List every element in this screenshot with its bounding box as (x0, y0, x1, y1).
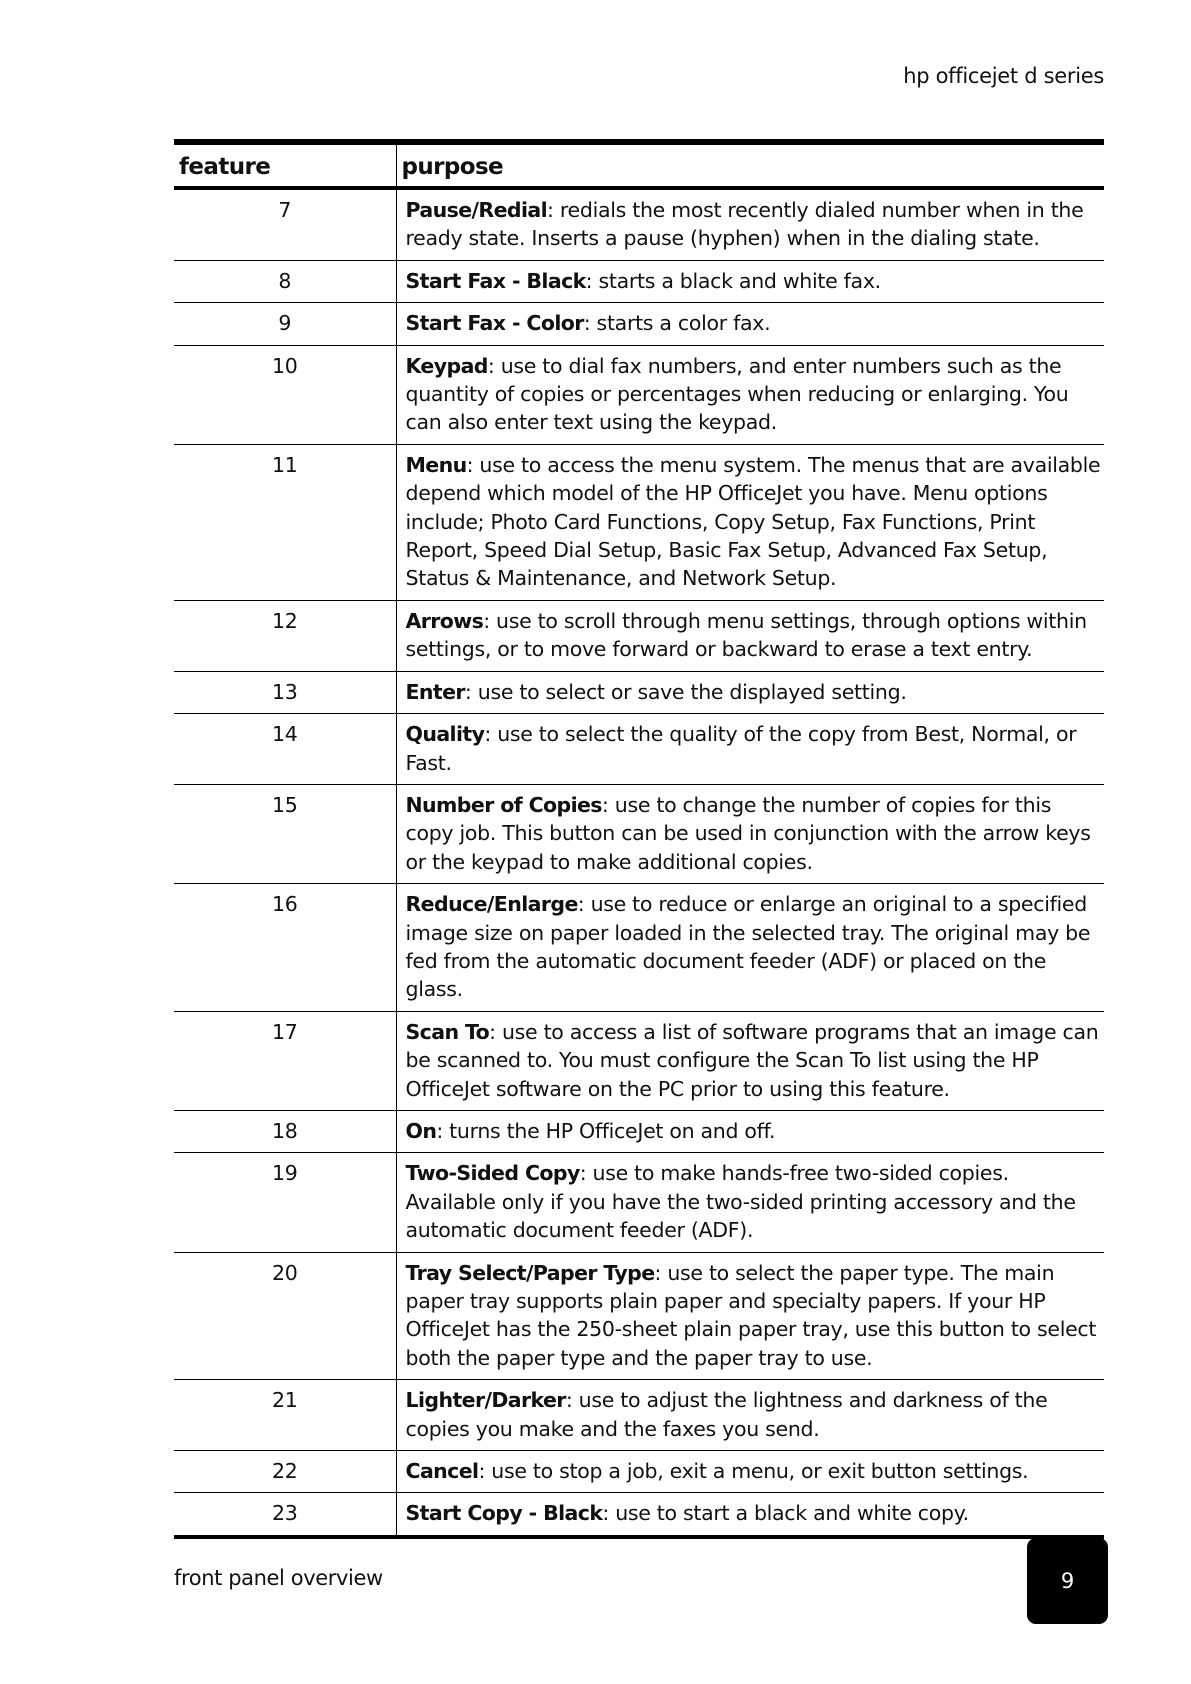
feature-term: Tray Select/Paper Type (405, 1260, 655, 1285)
purpose-cell (396, 600, 1104, 671)
table-row (174, 784, 1104, 883)
feature-term: On (405, 1118, 437, 1143)
table-row (174, 188, 1104, 260)
feature-description: : use to start a black and white copy. (602, 1501, 969, 1526)
purpose-cell (396, 188, 1104, 260)
feature-term: Start Copy - Black (405, 1501, 603, 1526)
feature-term: Cancel (405, 1459, 479, 1484)
table-row (174, 345, 1104, 444)
feature-term: Arrows (405, 608, 484, 633)
table-row (174, 714, 1104, 785)
feature-term: Scan To (405, 1019, 490, 1044)
table-row (174, 1110, 1104, 1152)
table-row (174, 1153, 1104, 1252)
footer-section-title: front panel overview (174, 1566, 383, 1590)
feature-term: Menu (405, 452, 467, 477)
feature-number: 11 (174, 444, 396, 600)
feature-number: 18 (174, 1110, 396, 1152)
purpose-cell (396, 1110, 1104, 1152)
feature-number: 21 (174, 1380, 396, 1451)
feature-number: 22 (174, 1451, 396, 1493)
purpose-cell (396, 444, 1104, 600)
feature-term: Pause/Redial (405, 198, 548, 222)
table-row (174, 1451, 1104, 1493)
table-row (174, 1252, 1104, 1380)
feature-description: : use to select the paper type. The main paper tray supports plain paper and specialty papers. If your HP OfficeJet has the 250-sheet plain paper tray, use this button to select both the paper type and the paper tray to use. (405, 1260, 1097, 1370)
table-row (174, 1380, 1104, 1451)
feature-number: 15 (174, 784, 396, 883)
table-row (174, 884, 1104, 1012)
feature-description: : use to reduce or enlarge an original to a specified image size on paper loaded in the selected tray. The original may be fed from the automatic document feeder (ADF) or placed on the glass. (405, 892, 1091, 1002)
table-row (174, 1493, 1104, 1537)
running-header: hp officejet d series (903, 64, 1104, 88)
purpose-cell (396, 1380, 1104, 1451)
feature-number: 16 (174, 884, 396, 1012)
feature-term: Number of Copies (405, 792, 602, 817)
feature-description: : use to stop a job, exit a menu, or exit button settings. (478, 1459, 1029, 1484)
column-header-feature: feature (174, 142, 396, 188)
page-number: 9 (1060, 1569, 1075, 1593)
purpose-cell (396, 714, 1104, 785)
feature-number: 13 (174, 671, 396, 713)
feature-description: : use to access the menu system. The menus that are available depend which model of the HP OfficeJet you have. Menu options include; Photo Card Functions, Copy Setup, Fax Functions, Print Report, Speed Dial Setup, Basic Fax Setup, Advanced Fax Setup, Status & Maintenance, and Network Setup. (405, 452, 1101, 591)
purpose-cell (396, 884, 1104, 1012)
feature-description: : redials the most recently dialed number when in the ready state. Inserts a pause (hyphen) when in the dialing state. (405, 198, 1084, 251)
feature-description: : starts a color fax. (583, 311, 771, 336)
feature-number: 19 (174, 1153, 396, 1252)
table-row (174, 600, 1104, 671)
purpose-cell (396, 784, 1104, 883)
feature-number: 9 (174, 303, 396, 345)
feature-description: : use to select the quality of the copy from Best, Normal, or Fast. (405, 722, 1077, 775)
table-row (174, 303, 1104, 345)
feature-description: : use to scroll through menu settings, through options within settings, or to move forward or backward to erase a text entry. (405, 608, 1087, 662)
feature-purpose-table (174, 139, 1104, 1539)
table-row (174, 1011, 1104, 1110)
purpose-cell (396, 1451, 1104, 1493)
feature-number: 14 (174, 714, 396, 785)
feature-term: Quality (405, 722, 485, 747)
feature-number: 7 (174, 188, 396, 260)
table-row (174, 260, 1104, 302)
feature-term: Two-Sided Copy (405, 1161, 580, 1186)
purpose-cell (396, 1011, 1104, 1110)
feature-number: 8 (174, 260, 396, 302)
feature-description: : starts a black and white fax. (585, 268, 881, 293)
purpose-cell (396, 303, 1104, 345)
purpose-cell (396, 671, 1104, 713)
purpose-cell (396, 1252, 1104, 1380)
feature-number: 10 (174, 345, 396, 444)
feature-term: Lighter/Darker (405, 1388, 566, 1413)
feature-description: : use to select or save the displayed setting. (464, 679, 907, 704)
feature-description: : use to change the number of copies for this copy job. This button can be used in conjunction with the arrow keys or the keypad to make additional copies. (405, 792, 1091, 874)
purpose-cell (396, 1153, 1104, 1252)
feature-number: 12 (174, 600, 396, 671)
table-header-row (174, 142, 1104, 188)
feature-description: : use to access a list of software programs that an image can be scanned to. You must configure the Scan To list using the HP OfficeJet software on the PC prior to using this feature. (405, 1019, 1099, 1101)
table-row (174, 444, 1104, 600)
feature-description: : use to adjust the lightness and darkness of the copies you make and the faxes you send. (405, 1388, 1048, 1441)
purpose-cell (396, 1493, 1104, 1537)
feature-description: : turns the HP OfficeJet on and off. (436, 1118, 776, 1143)
feature-term: Reduce/Enlarge (405, 892, 578, 917)
feature-description: : use to dial fax numbers, and enter numbers such as the quantity of copies or percentages when reducing or enlarging. You can also enter text using the keypad. (405, 353, 1069, 435)
page-number-tab (1027, 1538, 1108, 1624)
purpose-cell (396, 345, 1104, 444)
table-row (174, 671, 1104, 713)
column-header-purpose: purpose (396, 142, 1104, 188)
feature-term: Enter (405, 679, 465, 704)
feature-number: 20 (174, 1252, 396, 1380)
feature-number: 23 (174, 1493, 396, 1537)
feature-term: Keypad (405, 353, 488, 378)
feature-term: Start Fax - Color (405, 311, 584, 336)
purpose-cell (396, 260, 1104, 302)
feature-number: 17 (174, 1011, 396, 1110)
feature-description: : use to make hands-free two-sided copies. Available only if you have the two-sided printing accessory and the automatic document feeder (ADF). (405, 1161, 1076, 1243)
feature-term: Start Fax - Black (405, 268, 586, 293)
